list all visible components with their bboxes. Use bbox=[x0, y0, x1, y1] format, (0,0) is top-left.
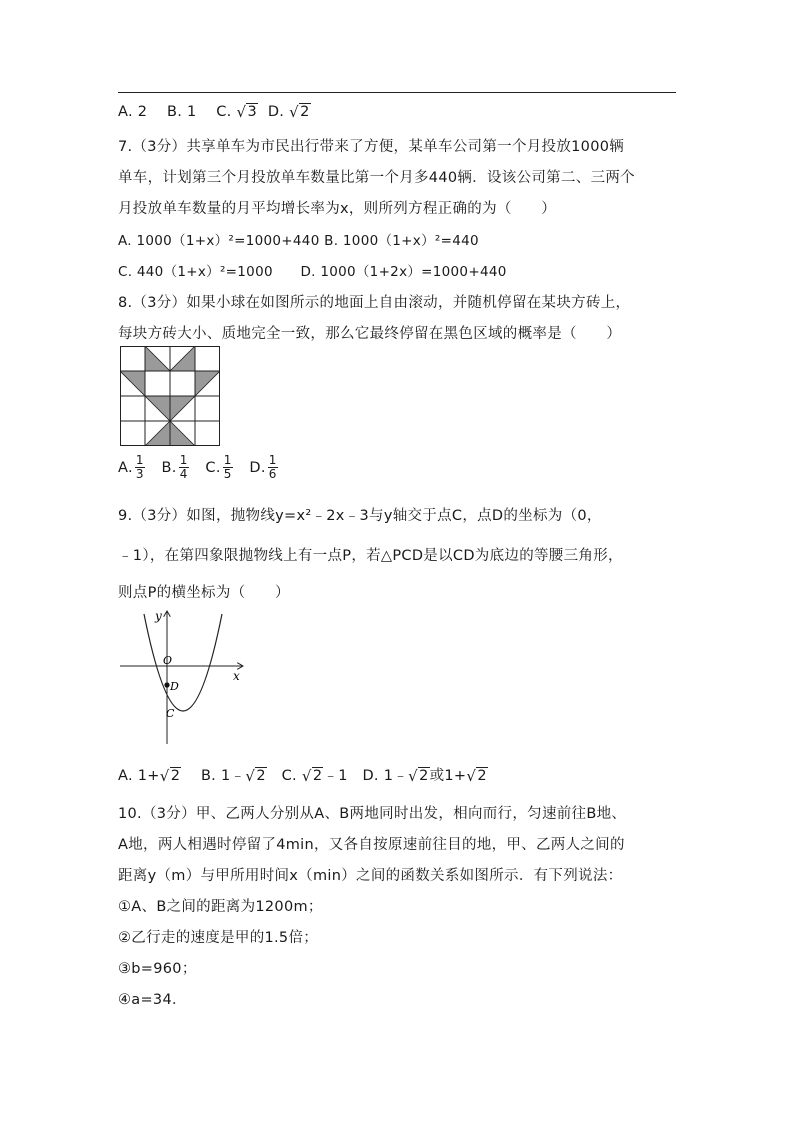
q10-text-line3: 距离y（m）与甲所用时间x（min）之间的函数关系如图所示．有下列说法： bbox=[118, 868, 623, 884]
tile-floor-figure bbox=[120, 346, 220, 446]
q8-text-line1: 8.（3分）如果小球在如图所示的地面上自由滚动，并随机停留在某块方砖上， bbox=[118, 295, 631, 311]
shaded-triangle bbox=[120, 371, 145, 396]
shaded-triangle bbox=[170, 396, 195, 421]
parabola-curve bbox=[144, 614, 222, 711]
q9-options bbox=[118, 764, 488, 785]
q8-option-b: B. $\frac{1}{4}$ bbox=[161, 453, 188, 481]
shaded-triangle bbox=[145, 346, 170, 371]
q10-statement-4: ④a=34． bbox=[118, 992, 187, 1008]
q7-text-line1: 7.（3分）共享单车为市民出行带来了方便，某单车公司第一个月投放1000辆 bbox=[118, 139, 625, 155]
q7-options-line1: A. 1000（1+x）²=1000+440 B. 1000（1+x）²=440 bbox=[118, 233, 479, 249]
origin-label: O bbox=[163, 654, 173, 667]
q9-option-a: A. 1+√ 2 bbox=[118, 768, 181, 784]
q7-text-line2: 单车，计划第三个月投放单车数量比第一个月多440辆．设该公司第二、三两个 bbox=[118, 170, 635, 186]
q6-option-b: B. 1 bbox=[166, 104, 197, 120]
q6-option-d: D. √ 2 bbox=[268, 104, 311, 120]
q10-statement-1: ①A、B之间的距离为1200m； bbox=[118, 899, 323, 915]
q6-option-a: A. 2 bbox=[118, 104, 148, 120]
q8-options bbox=[118, 454, 280, 481]
q9-text-line3: 则点P的横坐标为（ ） bbox=[118, 585, 290, 601]
point-d-dot bbox=[164, 682, 169, 687]
q8-text-line2: 每块方砖大小、质地完全一致，那么它最终停留在黑色区域的概率是（ ） bbox=[118, 326, 622, 342]
shaded-triangle bbox=[145, 396, 170, 421]
header-rule bbox=[118, 92, 676, 93]
q10-text-line1: 10.（3分）甲、乙两人分别从A、B两地同时出发，相向而行，匀速前往B地、 bbox=[118, 806, 627, 822]
q7-text-line3: 月投放单车数量的月平均增长率为x，则所列方程正确的为（ ） bbox=[118, 201, 557, 217]
q9-text-line2: ﹣1），在第四象限抛物线上有一点P，若△PCD是以CD为底边的等腰三角形， bbox=[118, 548, 623, 564]
q9-option-c: C. √ 2﹣1 bbox=[282, 768, 348, 784]
q6-option-c: C. √ 3 bbox=[216, 104, 258, 120]
shaded-triangle bbox=[170, 421, 195, 446]
point-c-label: C bbox=[166, 707, 175, 720]
x-axis-label: x bbox=[233, 669, 240, 683]
tile-grid bbox=[120, 346, 220, 446]
point-d-label: D bbox=[170, 680, 179, 693]
shaded-triangle bbox=[170, 346, 195, 371]
q9-option-d: D. 1﹣√ 2或1+√ 2 bbox=[362, 768, 487, 784]
q10-text-line2: A地，两人相遇时停留了4min，又各自按原速前往目的地，甲、乙两人之间的 bbox=[118, 837, 625, 853]
parabola-graph bbox=[116, 606, 250, 746]
q6-options bbox=[118, 104, 311, 120]
y-axis-label: y bbox=[155, 609, 162, 623]
q7-options-line2: C. 440（1+x）²=1000 D. 1000（1+2x）=1000+440 bbox=[118, 264, 507, 280]
shaded-triangle bbox=[195, 371, 220, 396]
q8-option-a: A. $\frac{1}{3}$ bbox=[118, 453, 144, 481]
q8-option-c: C. $\frac{1}{5}$ bbox=[205, 453, 232, 481]
q10-statement-3: ③b=960； bbox=[118, 961, 197, 977]
q9-option-b: B. 1﹣√ 2 bbox=[201, 768, 267, 784]
q8-option-d: D. $\frac{1}{6}$ bbox=[249, 453, 277, 481]
q9-text-line1: 9.（3分）如图，抛物线y=x²﹣2x﹣3与y轴交于点C，点D的坐标为（0， bbox=[118, 508, 602, 524]
shaded-triangle bbox=[145, 421, 170, 446]
q10-statement-2: ②乙行走的速度是甲的1.5倍； bbox=[118, 930, 319, 946]
